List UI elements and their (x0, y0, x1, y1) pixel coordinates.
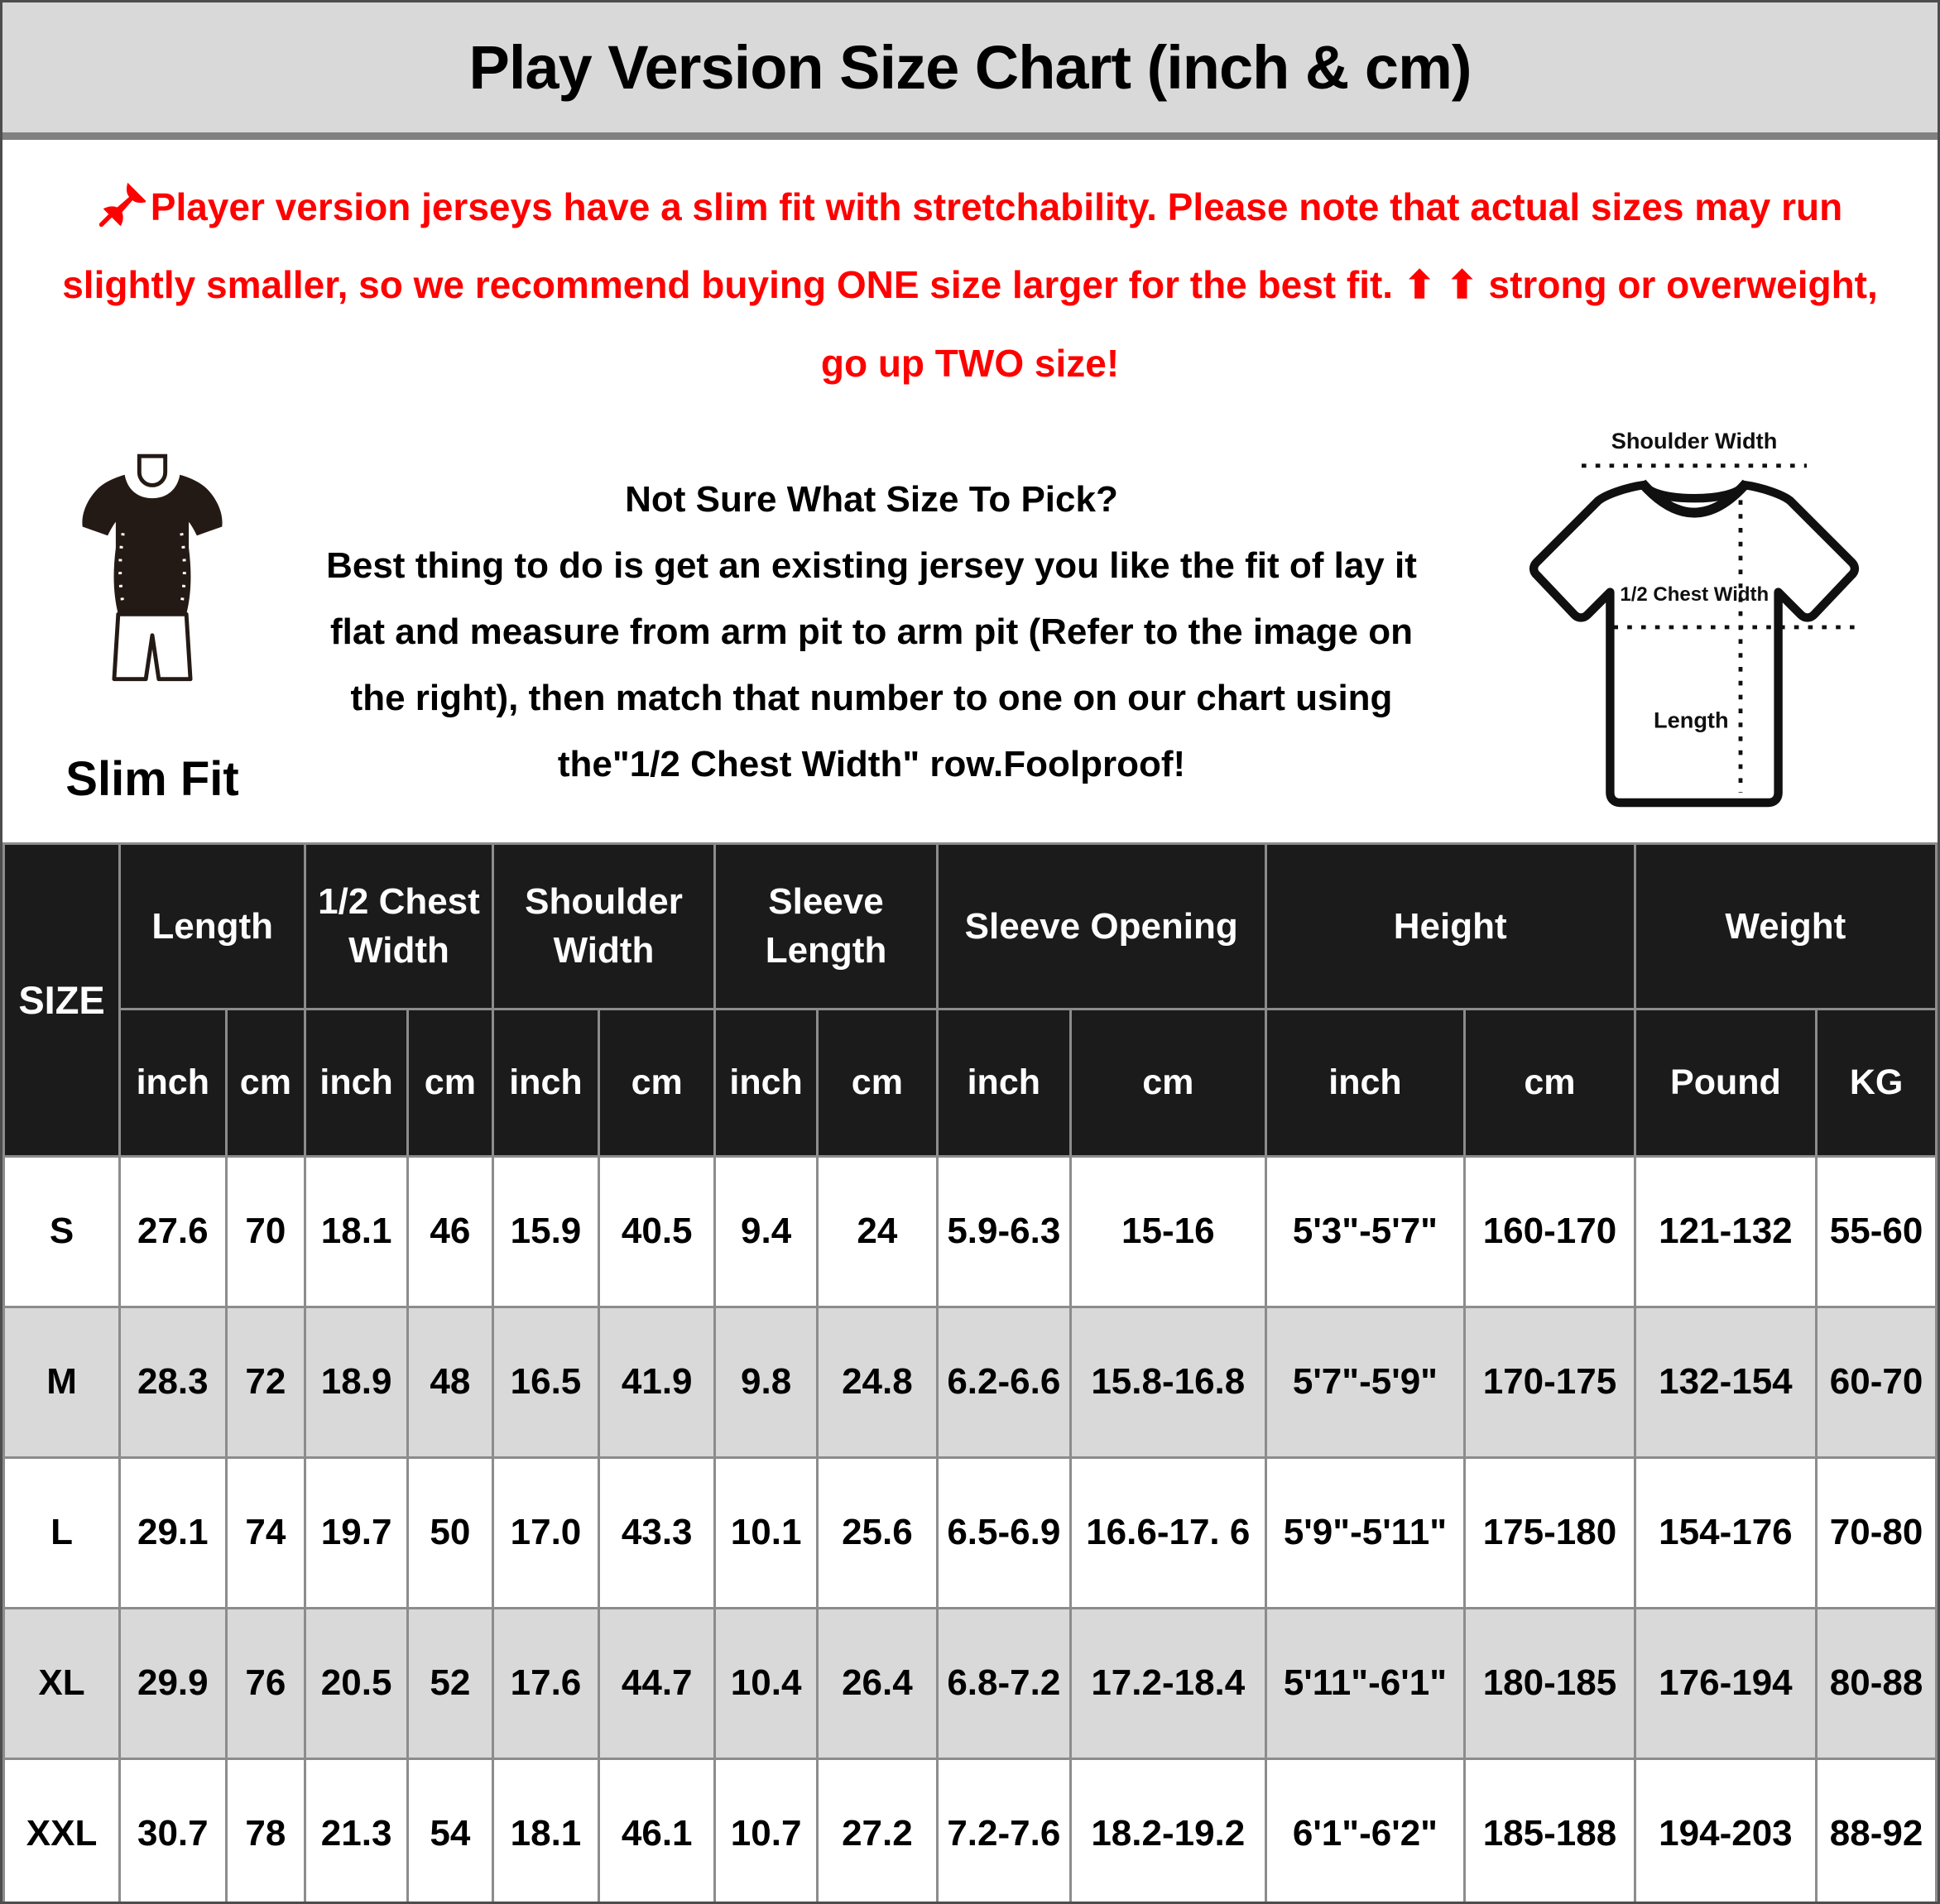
value-cell: 10.7 (715, 1758, 818, 1904)
value-cell: 132-154 (1635, 1307, 1816, 1457)
group-header: Sleeve Opening (937, 843, 1265, 1009)
group-header: Height (1265, 843, 1635, 1009)
value-cell: 55-60 (1817, 1156, 1937, 1307)
unit-header: KG (1817, 1009, 1937, 1156)
guide-line-2: flat and measure from arm pit to arm pit (Refer to the image on (330, 611, 1413, 653)
group-header: Sleeve Length (715, 843, 938, 1009)
title-bar (2, 2, 1938, 140)
guide-line-3: the right), then match that number to one on our chart using (350, 678, 1393, 719)
value-cell: 9.4 (715, 1156, 818, 1307)
group-header: Shoulder Width (492, 843, 715, 1009)
value-cell: 52 (408, 1608, 493, 1758)
value-cell: 6'1"-6'2" (1265, 1758, 1465, 1904)
value-cell: 15.8-16.8 (1070, 1307, 1265, 1457)
value-cell: 27.2 (818, 1758, 938, 1904)
value-cell: 50 (408, 1457, 493, 1608)
unit-header: cm (408, 1009, 493, 1156)
unit-header: inch (1265, 1009, 1465, 1156)
value-cell: 17.2-18.4 (1070, 1608, 1265, 1758)
guide-text-block (272, 417, 1471, 798)
value-cell: 80-88 (1817, 1608, 1937, 1758)
table-row (4, 1457, 1937, 1608)
value-cell: 41.9 (599, 1307, 715, 1457)
length-label: Length (1653, 707, 1729, 733)
size-cell: XXL (4, 1758, 120, 1904)
value-cell: 74 (226, 1457, 305, 1608)
value-cell: 5'3"-5'7" (1265, 1156, 1465, 1307)
slim-fit-label: Slim Fit (65, 751, 239, 806)
shoulder-width-label: Shoulder Width (1611, 427, 1778, 453)
notice-line-1 (2, 168, 1938, 246)
group-header: Length (120, 843, 305, 1009)
value-cell: 25.6 (818, 1457, 938, 1608)
table-row (4, 1758, 1937, 1904)
table-row (4, 1156, 1937, 1307)
value-cell: 160-170 (1465, 1156, 1635, 1307)
value-cell: 88-92 (1817, 1758, 1937, 1904)
value-cell: 16.6-17. 6 (1070, 1457, 1265, 1608)
value-cell: 70 (226, 1156, 305, 1307)
notice-line-3 (2, 324, 1938, 402)
value-cell: 20.5 (305, 1608, 408, 1758)
value-cell: 76 (226, 1608, 305, 1758)
value-cell: 29.1 (120, 1457, 226, 1608)
slim-fit-icon (71, 452, 233, 720)
unit-header: cm (226, 1009, 305, 1156)
tshirt-diagram-icon (1471, 422, 1918, 846)
chest-width-label: 1/2 Chest Width (1620, 583, 1770, 606)
value-cell: 29.9 (120, 1608, 226, 1758)
guide-section (2, 402, 1938, 841)
page-title: Play Version Size Chart (inch & cm) (468, 33, 1472, 102)
value-cell: 5'11"-6'1" (1265, 1608, 1465, 1758)
value-cell: 72 (226, 1307, 305, 1457)
value-cell: 46 (408, 1156, 493, 1307)
value-cell: 46.1 (599, 1758, 715, 1904)
value-cell: 6.5-6.9 (937, 1457, 1070, 1608)
value-cell: 21.3 (305, 1758, 408, 1904)
size-cell: XL (4, 1608, 120, 1758)
unit-header: inch (492, 1009, 598, 1156)
size-table (2, 842, 1938, 1904)
notice-text-1: Player version jerseys have a slim fit with stretchability. Please note that actual sizes may run (150, 185, 1843, 228)
value-cell: 9.8 (715, 1307, 818, 1457)
value-cell: 15.9 (492, 1156, 598, 1307)
slim-fit-figure (32, 417, 272, 807)
guide-title: Not Sure What Size To Pick? (625, 478, 1118, 520)
pushpin-icon (98, 180, 146, 228)
value-cell: 54 (408, 1758, 493, 1904)
value-cell: 16.5 (492, 1307, 598, 1457)
unit-header: Pound (1635, 1009, 1816, 1156)
unit-header: cm (1465, 1009, 1635, 1156)
size-cell: S (4, 1156, 120, 1307)
value-cell: 194-203 (1635, 1758, 1816, 1904)
unit-header: cm (818, 1009, 938, 1156)
measurement-diagram (1471, 417, 1931, 850)
value-cell: 6.8-7.2 (937, 1608, 1070, 1758)
value-cell: 175-180 (1465, 1457, 1635, 1608)
value-cell: 5'7"-5'9" (1265, 1307, 1465, 1457)
size-cell: M (4, 1307, 120, 1457)
notice-text-3: go up TWO size! (820, 341, 1120, 385)
guide-line-1: Best thing to do is get an existing jersey you like the fit of lay it (326, 544, 1417, 586)
value-cell: 19.7 (305, 1457, 408, 1608)
value-cell: 24.8 (818, 1307, 938, 1457)
value-cell: 176-194 (1635, 1608, 1816, 1758)
value-cell: 18.9 (305, 1307, 408, 1457)
value-cell: 121-132 (1635, 1156, 1816, 1307)
value-cell: 70-80 (1817, 1457, 1937, 1608)
value-cell: 170-175 (1465, 1307, 1635, 1457)
value-cell: 17.0 (492, 1457, 598, 1608)
value-cell: 60-70 (1817, 1307, 1937, 1457)
group-header: 1/2 Chest Width (305, 843, 492, 1009)
value-cell: 18.1 (492, 1758, 598, 1904)
size-column-header: SIZE (4, 843, 120, 1156)
table-row (4, 1608, 1937, 1758)
value-cell: 10.1 (715, 1457, 818, 1608)
value-cell: 10.4 (715, 1608, 818, 1758)
unit-header: inch (937, 1009, 1070, 1156)
value-cell: 180-185 (1465, 1608, 1635, 1758)
value-cell: 40.5 (599, 1156, 715, 1307)
value-cell: 27.6 (120, 1156, 226, 1307)
notice-line-2 (2, 246, 1938, 324)
value-cell: 78 (226, 1758, 305, 1904)
table-row (4, 1307, 1937, 1457)
unit-header: cm (599, 1009, 715, 1156)
fit-notice (2, 168, 1938, 402)
value-cell: 44.7 (599, 1608, 715, 1758)
notice-text-2: slightly smaller, so we recommend buying ONE size larger for the best fit. ⬆ ⬆ strong or overweight, (62, 263, 1878, 307)
value-cell: 5.9-6.3 (937, 1156, 1070, 1307)
value-cell: 24 (818, 1156, 938, 1307)
value-cell: 185-188 (1465, 1758, 1635, 1904)
value-cell: 154-176 (1635, 1457, 1816, 1608)
value-cell: 18.2-19.2 (1070, 1758, 1265, 1904)
value-cell: 17.6 (492, 1608, 598, 1758)
unit-header: inch (120, 1009, 226, 1156)
group-header: Weight (1635, 843, 1936, 1009)
value-cell: 30.7 (120, 1758, 226, 1904)
unit-header: inch (715, 1009, 818, 1156)
value-cell: 15-16 (1070, 1156, 1265, 1307)
value-cell: 26.4 (818, 1608, 938, 1758)
unit-header: cm (1070, 1009, 1265, 1156)
size-cell: L (4, 1457, 120, 1608)
value-cell: 28.3 (120, 1307, 226, 1457)
value-cell: 5'9"-5'11" (1265, 1457, 1465, 1608)
value-cell: 7.2-7.6 (937, 1758, 1070, 1904)
value-cell: 43.3 (599, 1457, 715, 1608)
value-cell: 48 (408, 1307, 493, 1457)
value-cell: 18.1 (305, 1156, 408, 1307)
value-cell: 6.2-6.6 (937, 1307, 1070, 1457)
guide-line-4: the"1/2 Chest Width" row.Foolproof! (557, 744, 1186, 785)
unit-header: inch (305, 1009, 408, 1156)
